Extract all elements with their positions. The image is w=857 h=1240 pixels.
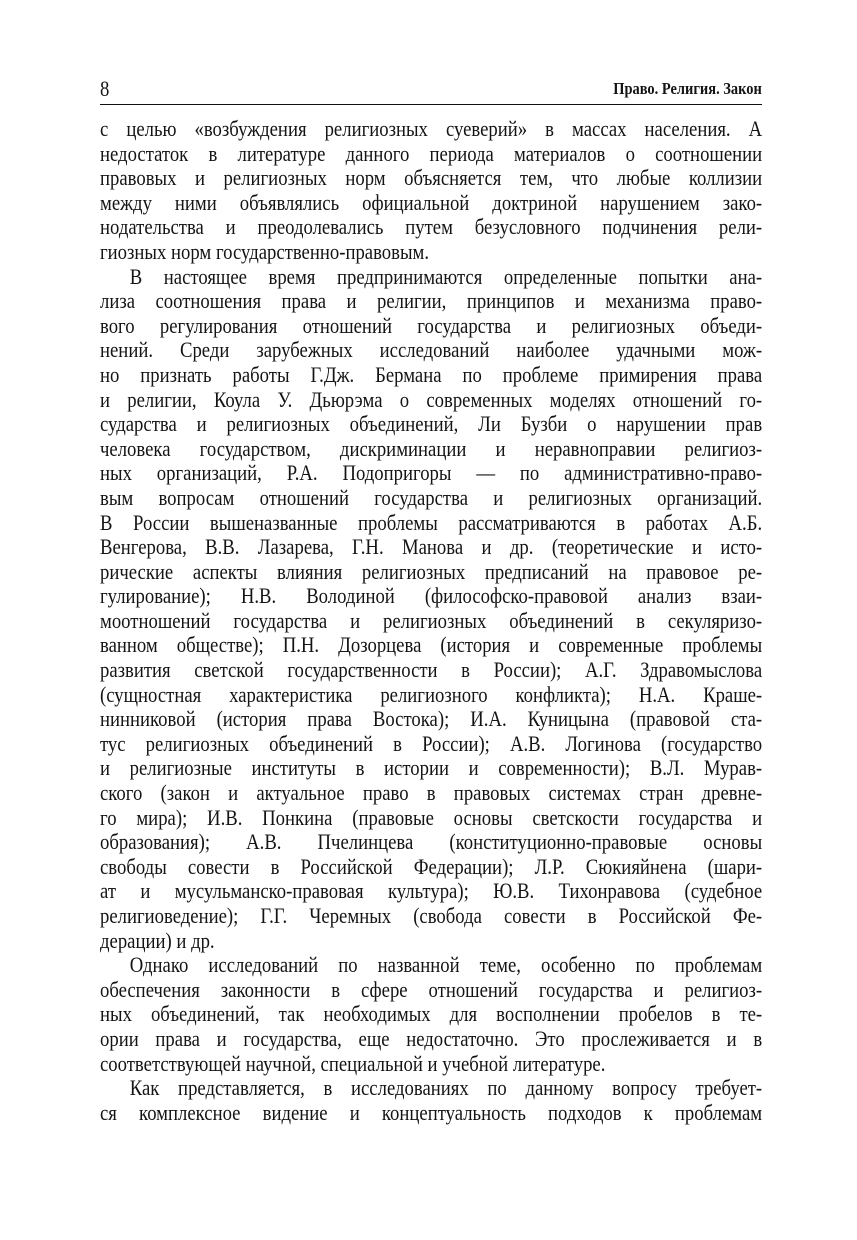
- text-line: нений. Среди зарубежных исследований наиболее удачными мож-: [100, 338, 763, 363]
- paragraph: [100, 117, 762, 265]
- text-line: развития светской государственности в России); А.Г. Здравомыслова: [100, 658, 763, 683]
- running-header: [100, 76, 762, 105]
- text-line: лиза соотношения права и религии, принципов и механизма право-: [100, 289, 763, 314]
- text-line: вым вопросам отношений государства и религиозных организаций.: [100, 485, 763, 510]
- text-line: Как представляется, в исследованиях по данному вопросу требует-: [129, 1076, 763, 1101]
- text-line: религиоведение); Г.Г. Черемных (свобода совести в Российской Фе-: [100, 904, 763, 928]
- text-line: дерации) и др.: [100, 928, 215, 953]
- text-line: В настоящее время предпринимаются определенные попытки ана-: [129, 264, 763, 289]
- text-line: ся комплексное видение и концептуальность подходов к проблемам: [100, 1100, 763, 1125]
- paragraph: [100, 953, 762, 1076]
- text-line: и религиозные институты в истории и современности); В.Л. Мурав-: [100, 756, 763, 781]
- text-line: с целью «возбуждения религиозных суеверий» в массах населения. А: [100, 117, 763, 141]
- text-line: образования); А.В. Пчелинцева (конституционно-правовые основы: [100, 830, 763, 855]
- text-line: ского (закон и актуальное право в правовых системах стран древне-: [100, 781, 763, 806]
- text-line: ат и мусульманско-правовая культура); Ю.В. Тихонравова (судебное: [100, 879, 763, 904]
- text-line: ории права и государства, еще недостаточно. Это прослеживается и в: [100, 1026, 763, 1051]
- text-line: свободы совести в Российской Федерации); Л.Р. Сюкияйнена (шари-: [100, 854, 763, 879]
- text-line: ных организаций, Р.А. Подопригоры — по административно-право-: [100, 461, 763, 486]
- text-line: гиозных норм государственно-правовым.: [100, 239, 430, 264]
- text-line: (сущностная характеристика религиозного конфликта); Н.А. Краше-: [100, 682, 763, 707]
- text-line: ных объединений, так необходимых для восполнении пробелов в те-: [100, 1002, 763, 1027]
- text-line: гулирование); Н.В. Володиной (философско-правовой анализ взаи-: [100, 584, 763, 609]
- text-line: вого регулирования отношений государства и религиозных объеди-: [100, 313, 763, 338]
- text-line: моотношений государства и религиозных объединений в секуляризо-: [100, 608, 763, 633]
- text-line: го мира); И.В. Понкина (правовые основы светскости государства и: [100, 805, 763, 830]
- text-line: правовых и религиозных норм объясняется тем, что любые коллизии: [100, 166, 763, 191]
- text-line: Венгерова, В.В. Лазарева, Г.Н. Манова и др. (теоретические и исто-: [100, 535, 763, 560]
- text-line: соответствующей научной, специальной и учебной литературе.: [100, 1051, 606, 1076]
- text-line: тус религиозных объединений в России); А.В. Логинова (государство: [100, 731, 763, 756]
- body-text: [100, 117, 762, 1125]
- text-line: сударства и религиозных объединений, Ли Бузби о нарушении прав: [100, 412, 763, 437]
- text-line: ванном обществе); П.Н. Дозорцева (история и современные проблемы: [100, 633, 763, 658]
- text-line: недостаток в литературе данного периода материалов о соотношении: [100, 141, 763, 166]
- text-line: рические аспекты влияния религиозных предписаний на правовое ре-: [100, 559, 763, 584]
- running-title: Право. Религия. Закон: [613, 79, 762, 98]
- page-number: 8: [100, 76, 110, 101]
- text-line: но признать работы Г.Дж. Бермана по проблеме примирения права: [100, 362, 763, 387]
- text-line: между ними объявлялись официальной доктриной нарушением зако-: [100, 190, 763, 215]
- text-line: человека государством, дискриминации и неравноправии религиоз-: [100, 436, 763, 461]
- text-line: нинниковой (история права Востока); И.А. Куницына (правовой ста-: [100, 707, 763, 732]
- paragraph: [100, 265, 762, 954]
- text-line: В России вышеназванные проблемы рассматриваются в работах А.Б.: [100, 510, 763, 535]
- text-line: и религии, Коула У. Дьюрэма о современных моделях отношений го-: [100, 387, 763, 412]
- text-line: нодательства и преодолевались путем безусловного подчинения рели-: [100, 215, 763, 240]
- text-line: Однако исследований по названной теме, особенно по проблемам: [129, 953, 763, 978]
- paragraph: [100, 1076, 762, 1125]
- text-line: обеспечения законности в сфере отношений государства и религиоз-: [100, 977, 763, 1002]
